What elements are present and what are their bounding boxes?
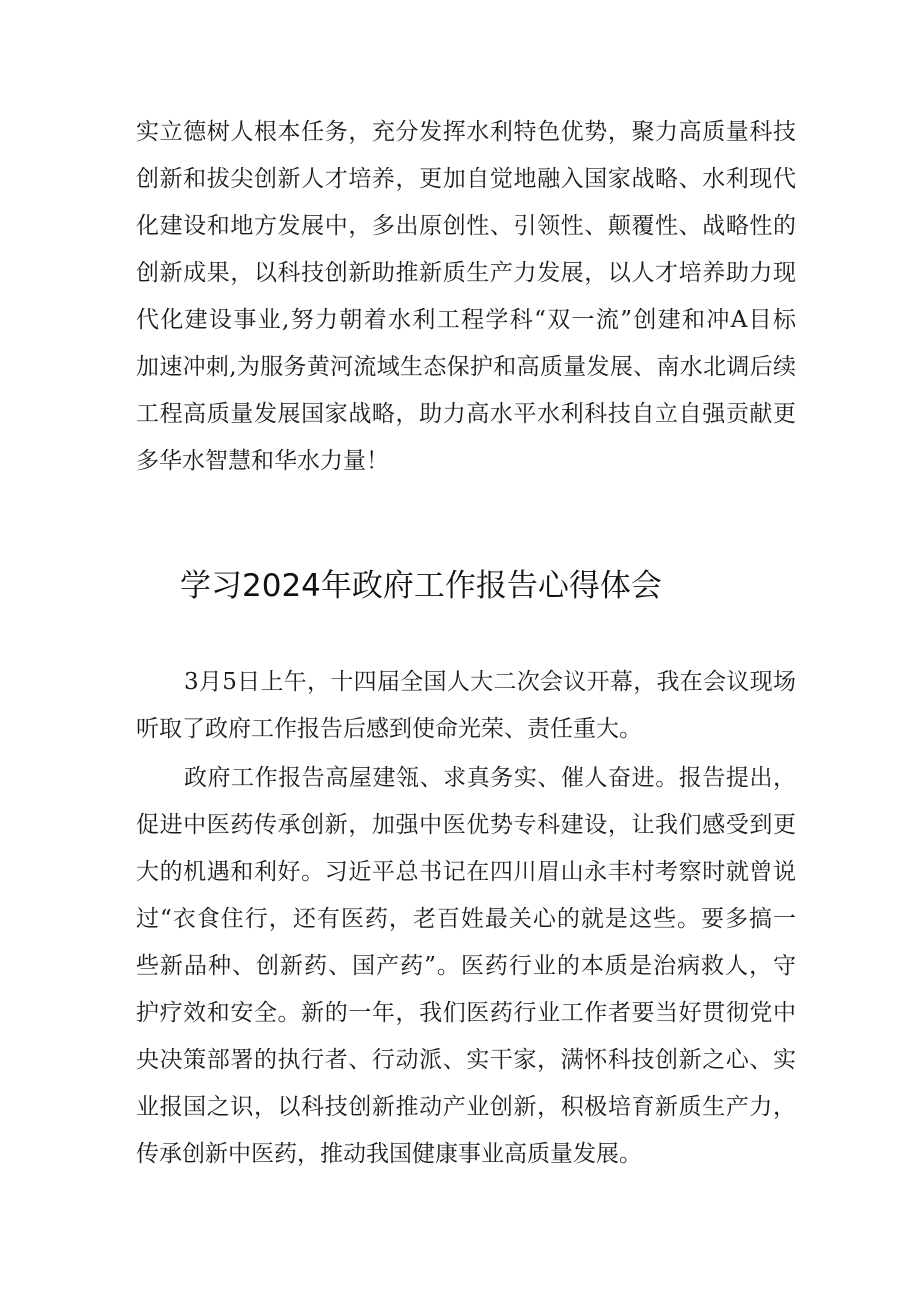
text-line: 央决策部署的执行者、行动派、实干家，满怀科技创新之心、实 — [136, 1047, 796, 1073]
text-line: 过“衣食住行，还有医药，老百姓最关心的就是这些。要多搞一 — [136, 906, 796, 932]
text-line: 业报国之识，以科技创新推动产业创新，积极培育新质生产力， — [136, 1094, 796, 1120]
article-title: 学习2024年政府工作报告心得体会 — [180, 568, 662, 604]
text-line: 实立德树人根本任务，充分发挥水利特色优势，聚力高质量科技 — [136, 119, 796, 145]
text-line: 护疗效和安全。新的一年，我们医药行业工作者要当好贯彻党中 — [136, 1000, 796, 1026]
text-line: 代化建设事业,努力朝着水利工程学科“双一流”创建和冲A目标 — [136, 307, 796, 333]
text-line: 听取了政府工作报告后感到使命光荣、责任重大。 — [136, 716, 642, 742]
text-line: 工程高质量发展国家战略，助力高水平水利科技自立自强贡献更 — [136, 401, 796, 427]
text-line: 大的机遇和利好。习近平总书记在四川眉山永丰村考察时就曾说 — [136, 859, 796, 885]
text-line: 创新和拔尖创新人才培养，更加自觉地融入国家战略、水利现代 — [136, 166, 796, 192]
text-line: 促进中医药传承创新，加强中医优势专科建设，让我们感受到更 — [136, 812, 796, 838]
text-line: 些新品种、创新药、国产药”。医药行业的本质是治病救人，守 — [136, 953, 796, 979]
text-line: 创新成果，以科技创新助推新质生产力发展，以人才培养助力现 — [136, 260, 796, 286]
text-line: 3月5日上午，十四届全国人大二次会议开幕，我在会议现场 — [184, 669, 796, 695]
text-line: 政府工作报告高屋建瓴、求真务实、催人奋进。报告提出， — [184, 765, 796, 791]
text-line: 多华水智慧和华水力量！ — [136, 448, 389, 474]
text-line: 传承创新中医药，推动我国健康事业高质量发展。 — [136, 1141, 642, 1167]
text-line: 加速冲刺,为服务黄河流域生态保护和高质量发展、南水北调后续 — [136, 354, 796, 380]
text-line: 化建设和地方发展中，多出原创性、引领性、颠覆性、战略性的 — [136, 213, 796, 239]
